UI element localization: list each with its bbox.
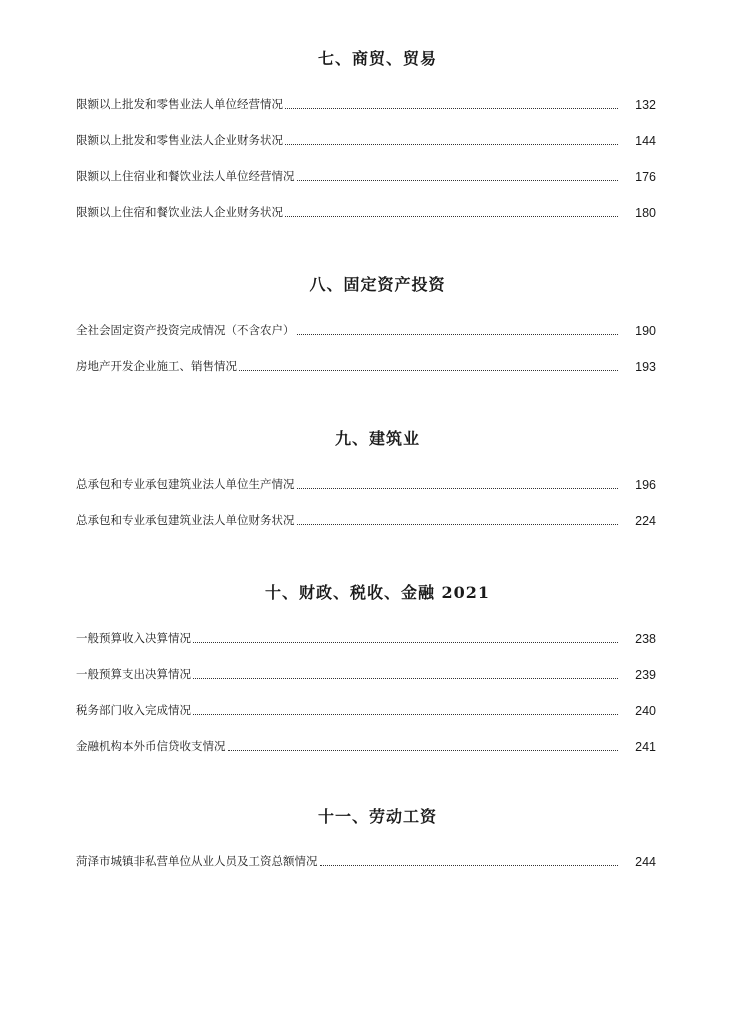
dot-leader <box>193 714 618 715</box>
toc-entry-page: 193 <box>635 360 656 374</box>
dot-leader <box>228 750 619 751</box>
toc-entry-label: 菏泽市城镇非私营单位从业人员及工资总额情况 <box>76 854 318 868</box>
toc-entry-label: 金融机构本外币信贷收支情况 <box>76 739 226 753</box>
dot-leader <box>297 180 619 181</box>
toc-entry-label: 全社会固定资产投资完成情况（不含农户） <box>76 323 295 337</box>
toc-entry-label: 总承包和专业承包建筑业法人单位生产情况 <box>76 477 295 491</box>
dot-leader <box>285 144 618 145</box>
section-title-construction: 九、建筑业 <box>334 429 420 448</box>
toc-entry[interactable] <box>76 474 656 492</box>
toc-entry-label: 一般预算支出决算情况 <box>76 667 191 681</box>
toc-entry[interactable] <box>76 700 656 718</box>
toc-entry[interactable] <box>76 94 656 112</box>
toc-entry[interactable] <box>76 130 656 148</box>
toc-entry-label: 限额以上批发和零售业法人单位经营情况 <box>76 97 283 111</box>
dot-leader <box>193 678 618 679</box>
toc-entry-page: 176 <box>635 170 656 184</box>
toc-entry-page: 196 <box>635 478 656 492</box>
toc-entry-page: 241 <box>635 740 656 754</box>
toc-entry[interactable] <box>76 202 656 220</box>
toc-entry[interactable] <box>76 628 656 646</box>
toc-entry[interactable] <box>76 510 656 528</box>
toc-entry[interactable] <box>76 166 656 184</box>
dot-leader <box>285 216 618 217</box>
toc-entry-label: 税务部门收入完成情况 <box>76 703 191 717</box>
toc-entry[interactable] <box>76 851 656 869</box>
dot-leader <box>297 488 619 489</box>
section-title-finance-tax: 十、财政、税收、金融 2021 <box>264 583 491 602</box>
dot-leader <box>320 865 619 866</box>
toc-entry[interactable] <box>76 664 656 682</box>
section-title-commerce: 七、商贸、贸易 <box>317 49 437 68</box>
section-title-fixed-asset-investment: 八、固定资产投资 <box>309 275 446 294</box>
toc-entry-label: 限额以上住宿业和餐饮业法人单位经营情况 <box>76 169 295 183</box>
toc-entry[interactable] <box>76 356 656 374</box>
toc-entry-page: 244 <box>635 855 656 869</box>
toc-entry[interactable] <box>76 320 656 338</box>
dot-leader <box>297 334 619 335</box>
toc-entry-label: 总承包和专业承包建筑业法人单位财务状况 <box>76 513 295 527</box>
toc-entry[interactable] <box>76 736 656 754</box>
toc-entry-page: 190 <box>635 324 656 338</box>
toc-entry-page: 224 <box>635 514 656 528</box>
toc-entry-page: 240 <box>635 704 656 718</box>
dot-leader <box>239 370 618 371</box>
dot-leader <box>285 108 618 109</box>
toc-entry-page: 238 <box>635 632 656 646</box>
toc-entry-label: 一般预算收入决算情况 <box>76 631 191 645</box>
toc-entry-page: 144 <box>635 134 656 148</box>
toc-entry-page: 180 <box>635 206 656 220</box>
toc-entry-label: 限额以上住宿和餐饮业法人企业财务状况 <box>76 205 283 219</box>
toc-entry-page: 239 <box>635 668 656 682</box>
dot-leader <box>297 524 619 525</box>
toc-entry-label: 限额以上批发和零售业法人企业财务状况 <box>76 133 283 147</box>
toc-entry-label: 房地产开发企业施工、销售情况 <box>76 359 237 373</box>
dot-leader <box>193 642 618 643</box>
toc-entry-page: 132 <box>635 98 656 112</box>
section-title-labor-wages: 十一、劳动工资 <box>317 807 437 826</box>
